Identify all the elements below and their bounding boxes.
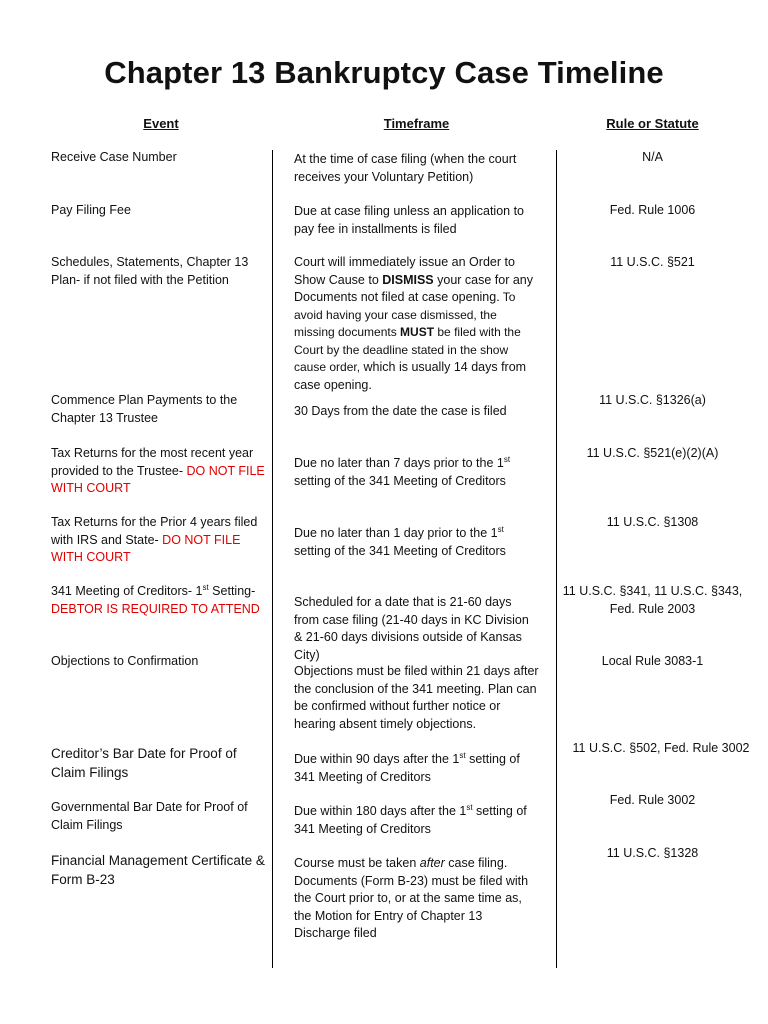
header-event: Event [143, 116, 179, 131]
event-governmental-bar-date: Governmental Bar Date for Proof of Claim Filings [51, 800, 248, 832]
rule-tax-returns-prior: 11 U.S.C. §1308 [606, 515, 699, 529]
timeframe-341-meeting: Scheduled for a date that is 21-60 days from case filing (21-40 days in KC Division & 21-60 days divisions outside of Kansas City) [294, 595, 529, 662]
rule-receive-case-number: N/A [642, 150, 663, 164]
timeframe-text: setting of 341 Meeting of Creditors [294, 804, 527, 836]
timeframe-tax-returns-recent [294, 455, 539, 490]
timeframe-receive-case-number: At the time of case filing (when the court receives your Voluntary Petition) [294, 152, 517, 184]
timeframe-text: Course must be taken [294, 856, 420, 870]
event-tax-returns-recent [51, 445, 266, 498]
header-rule: Rule or Statute [606, 116, 699, 131]
do-not-file-warning: DO NOT FILE WITH COURT [51, 532, 241, 564]
superscript: st [466, 802, 473, 812]
rule-341-meeting [560, 583, 745, 618]
timeframe-text: Due no later than 7 days prior to the 1 [294, 456, 504, 470]
rule-schedules-statements: 11 U.S.C. §521 [610, 255, 695, 269]
timeframe-objections-confirmation: Objections must be filed within 21 days after the conclusion of the 341 meeting. Plan can be confirmed without further notice or hearing absent timely objections. [294, 664, 539, 731]
timeframe-text: setting of the 341 Meeting of Creditors [294, 543, 506, 558]
column-divider-left [272, 150, 273, 968]
must-emphasis: MUST [400, 325, 435, 339]
timeframe-text: Due within 180 days after the 1 [294, 804, 467, 818]
rule-governmental-bar-date: Fed. Rule 3002 [609, 793, 696, 807]
timeframe-text: which is usually 14 days from case opening. [294, 360, 527, 392]
timeframe-text: To avoid having your case dismissed, the missing documents [294, 290, 516, 339]
event-text: Setting- [208, 584, 256, 598]
superscript: st [202, 582, 209, 592]
timeframe-text: Due within 90 days after the 1 [294, 752, 460, 766]
timeframe-text: be filed with the Court by the deadline stated in the show cause order, [294, 325, 521, 374]
event-pay-filing-fee: Pay Filing Fee [51, 203, 131, 217]
attendance-required-warning: DEBTOR IS REQUIRED TO ATTEND [51, 601, 260, 616]
timeframe-text: Court will immediately issue an Order to Show Cause to [294, 255, 515, 287]
timeframe-text: your case for any Documents not filed at case opening. [294, 272, 534, 304]
rule-pay-filing-fee: Fed. Rule 1006 [609, 203, 696, 217]
timeframe-schedules-statements [294, 254, 539, 394]
event-financial-management: Financial Management Certificate & Form B-23 [51, 853, 265, 887]
rule-financial-management: 11 U.S.C. §1328 [606, 846, 699, 860]
event-schedules-statements: Schedules, Statements, Chapter 13 Plan- if not filed with the Petition [51, 255, 249, 287]
event-creditor-bar-date: Creditor’s Bar Date for Proof of Claim Filings [51, 746, 237, 780]
do-not-file-warning: DO NOT FILE WITH COURT [51, 463, 265, 495]
rule-objections-confirmation: Local Rule 3083-1 [601, 654, 704, 668]
rule-creditor-bar-date: 11 U.S.C. §502, Fed. Rule 3002 [572, 741, 750, 755]
superscript: st [497, 524, 504, 534]
timeframe-text: case filing. Documents (Form B-23) must be filed with the Court prior to, or at the same time as, the Motion for Entry of Chapter 13 Discharge filed [294, 856, 529, 940]
timeframe-commence-plan-payments: 30 Days from the date the case is filed [294, 404, 507, 418]
event-objections-confirmation: Objections to Confirmation [51, 654, 199, 668]
superscript: st [459, 750, 466, 760]
timeframe-text: setting of 341 Meeting of Creditors [294, 752, 520, 784]
event-341-meeting [51, 583, 271, 618]
rule-text: Fed. Rule 2003 [609, 601, 696, 616]
event-text: Tax Returns for the most recent year provided to the Trustee- [51, 446, 254, 478]
timeframe-governmental-bar-date [294, 803, 539, 838]
event-tax-returns-prior [51, 514, 266, 567]
event-commence-plan-payments: Commence Plan Payments to the Chapter 13 Trustee [51, 393, 238, 425]
timeframe-financial-management [294, 855, 539, 943]
column-divider-right [556, 150, 557, 968]
after-emphasis: after [419, 856, 445, 870]
header-timeframe: Timeframe [383, 116, 450, 131]
rule-text: 11 U.S.C. §341, 11 U.S.C. §343, [562, 584, 743, 598]
timeframe-pay-filing-fee: Due at case filing unless an application to pay fee in installments is filed [294, 204, 525, 236]
event-text: Tax Returns for the Prior 4 years filed with IRS and State- [51, 515, 258, 547]
rule-tax-returns-recent: 11 U.S.C. §521(e)(2)(A) [586, 446, 719, 460]
dismiss-emphasis: DISMISS [382, 272, 434, 287]
timeframe-text: Due no later than 1 day prior to the 1 [294, 526, 498, 540]
event-receive-case-number: Receive Case Number [51, 150, 177, 164]
timeframe-text: setting of the 341 Meeting of Creditors [294, 473, 506, 488]
timeframe-tax-returns-prior [294, 525, 539, 560]
superscript: st [503, 454, 511, 464]
timeframe-creditor-bar-date [294, 751, 539, 786]
page-title: Chapter 13 Bankruptcy Case Timeline [104, 55, 664, 90]
event-text: 341 Meeting of Creditors- 1 [51, 584, 203, 598]
rule-commence-plan-payments: 11 U.S.C. §1326(a) [599, 393, 706, 407]
